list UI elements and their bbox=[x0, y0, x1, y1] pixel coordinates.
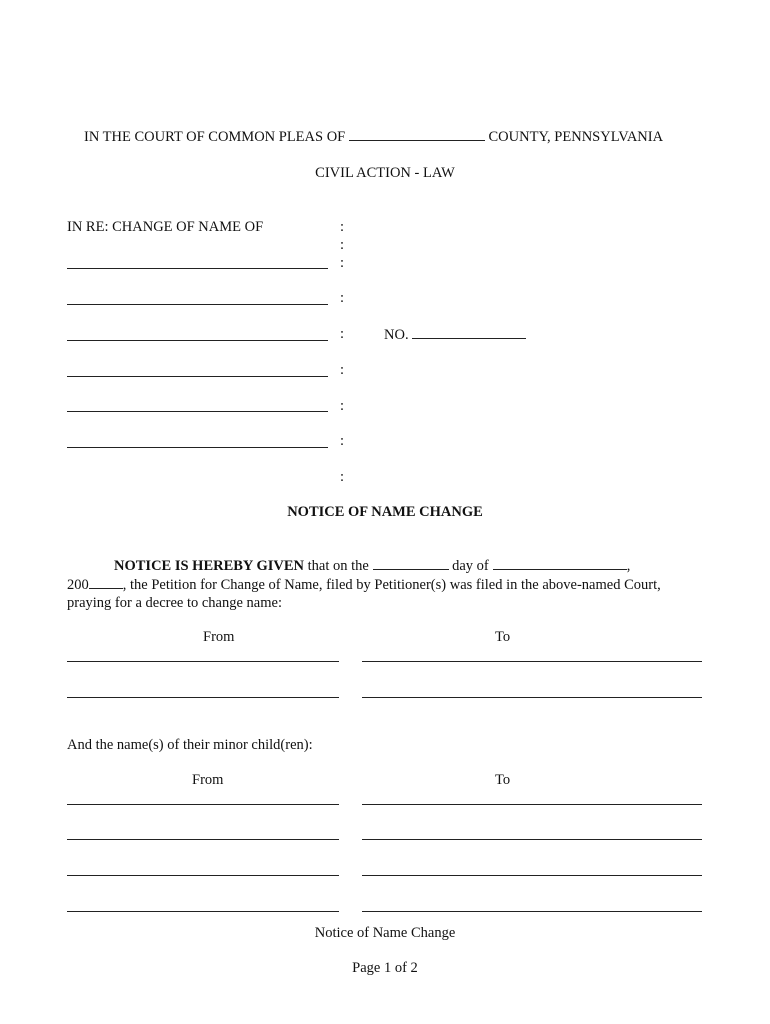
to-name-line[interactable] bbox=[362, 661, 702, 662]
petitioner-name-line[interactable] bbox=[67, 447, 328, 448]
child-from-line[interactable] bbox=[67, 839, 339, 840]
caption-colon: : bbox=[340, 219, 345, 235]
year-prefix: 200 bbox=[67, 577, 89, 593]
children-to-label: To bbox=[495, 772, 511, 788]
page-number: Page 1 of 2 bbox=[352, 960, 418, 976]
child-from-line[interactable] bbox=[67, 804, 339, 805]
caption-colon: : bbox=[340, 362, 345, 378]
body-text: day of bbox=[452, 558, 489, 574]
from-name-line[interactable] bbox=[67, 697, 339, 698]
child-to-line[interactable] bbox=[362, 875, 702, 876]
petitioner-name-line[interactable] bbox=[67, 411, 328, 412]
notice-title: NOTICE OF NAME CHANGE bbox=[287, 504, 483, 520]
body-line-2 bbox=[67, 576, 661, 594]
petitioner-name-line[interactable] bbox=[67, 376, 328, 377]
body-line-3: praying for a decree to change name: bbox=[67, 595, 282, 611]
body-text: that on the bbox=[307, 558, 369, 574]
court-suffix: COUNTY, PENNSYLVANIA bbox=[488, 129, 664, 145]
child-to-line[interactable] bbox=[362, 911, 702, 912]
case-number bbox=[384, 326, 526, 344]
caption-colon: : bbox=[340, 398, 345, 414]
footer-doc-title: Notice of Name Change bbox=[314, 925, 456, 941]
child-from-line[interactable] bbox=[67, 911, 339, 912]
child-to-line[interactable] bbox=[362, 804, 702, 805]
children-from-label: From bbox=[192, 772, 224, 788]
notice-lead: NOTICE IS HEREBY GIVEN bbox=[114, 558, 305, 574]
county-blank[interactable] bbox=[349, 128, 485, 141]
caption-colon: : bbox=[340, 433, 345, 449]
caption-colon: : bbox=[340, 469, 345, 485]
caption-colon: : bbox=[340, 290, 345, 306]
to-label: To bbox=[495, 629, 511, 645]
month-blank[interactable] bbox=[493, 557, 627, 570]
case-number-blank[interactable] bbox=[412, 326, 526, 339]
caption-colon: : bbox=[340, 237, 345, 253]
caption-colon: : bbox=[340, 326, 345, 342]
court-heading bbox=[84, 128, 663, 146]
petitioner-name-line[interactable] bbox=[67, 304, 328, 305]
caption-colon: : bbox=[340, 255, 345, 271]
child-to-line[interactable] bbox=[362, 839, 702, 840]
day-blank[interactable] bbox=[373, 557, 449, 570]
child-from-line[interactable] bbox=[67, 875, 339, 876]
from-label: From bbox=[203, 629, 235, 645]
body-text: , bbox=[626, 558, 631, 574]
from-name-line[interactable] bbox=[67, 661, 339, 662]
children-label: And the name(s) of their minor child(ren): bbox=[67, 737, 313, 753]
petitioner-name-line[interactable] bbox=[67, 268, 328, 269]
body-text: , the Petition for Change of Name, filed by Petitioner(s) was filed in the above-named Court, bbox=[122, 577, 661, 593]
petitioner-name-line[interactable] bbox=[67, 340, 328, 341]
to-name-line[interactable] bbox=[362, 697, 702, 698]
body-line-1 bbox=[114, 557, 630, 575]
year-blank[interactable] bbox=[89, 576, 123, 589]
case-number-label: NO. bbox=[384, 327, 409, 343]
in-re-label: IN RE: CHANGE OF NAME OF bbox=[67, 219, 264, 235]
court-prefix: IN THE COURT OF COMMON PLEAS OF bbox=[84, 129, 346, 145]
civil-action-heading: CIVIL ACTION - LAW bbox=[315, 165, 455, 181]
